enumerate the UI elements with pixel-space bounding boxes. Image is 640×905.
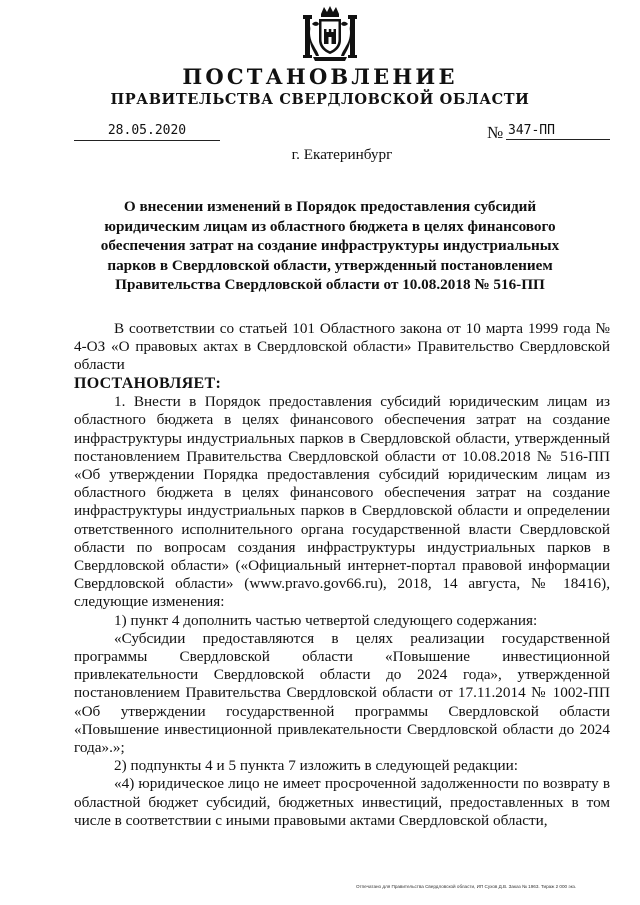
issuing-authority: ПРАВИТЕЛЬСТВА СВЕРДЛОВСКОЙ ОБЛАСТИ: [110, 91, 530, 108]
subitem-1-paragraph: 1) пункт 4 дополнить частью четвертой следующего содержания:: [114, 611, 538, 629]
subitem-2-paragraph: 2) подпункты 4 и 5 пункта 7 изложить в следующей редакции:: [114, 757, 518, 775]
sverdlovsk-coat-of-arms-icon: [299, 4, 361, 64]
print-footer: Отпечатано для Правительства Свердловской области, ИП Сухов Д.В. Заказ № 1963. Тираж 2 000 экз.: [356, 884, 577, 889]
document-date: 28.05.2020: [74, 121, 220, 141]
quote-1-paragraph: «Субсидии предоставляются в целях реализации государственной программы Свердловской области «Повышение инвестиционной привлекательности Свердловской области до 2024 года», утвержденной постановлением Правительства Свердловской области от 17.11.2014 № 1002-ПП «Об утверждении государственной программы Свердловской области «Повышение инвестиционной привлекательности Свердловской области до 2024 года».»;: [74, 629, 610, 757]
document-number: 347-ПП: [506, 121, 610, 140]
preamble-paragraph: В соответствии со статьей 101 Областного закона от 10 марта 1999 года № 4-ОЗ «О правовых актах в Свердловской области» Правительство Свердловской области: [74, 320, 610, 374]
document-type: ПОСТАНОВЛЕНИЕ: [182, 64, 458, 89]
document-body: [74, 320, 610, 830]
decree-keyword: ПОСТАНОВЛЯЕТ:: [74, 374, 222, 392]
number-sign: №: [487, 123, 504, 142]
item-1-paragraph: 1. Внести в Порядок предоставления субсидий юридическим лицам из областного бюджета в целях финансового обеспечения затрат на создание инфраструктуры индустриальных парков в Свердловской области, утвержденный постановлением Правительства Свердловской области от 10.08.2018 № 516-ПП «Об утверждении Порядка предоставления субсидий юридическим лицам из областного бюджета в целях финансового обеспечения затрат на создание инфраструктуры индустриальных парков в Свердловской области и определении ответственного исполнительного органа государственной власти Свердловской области по вопросам создания инфраструктуры индустриальных парков в Свердловской области» («Официальный интернет-портал правовой информации Свердловской области» (www.pravo.gov66.ru), 2018, 14 августа, № 18416), следующие изменения:: [74, 393, 610, 611]
document-title: О внесении изменений в Порядок предоставления субсидий юридическим лицам из областного бюджета в целях финансового обеспечения затрат на создание инфраструктуры индустриальных парков в Свердловской области, утвержденный постановлением Правительства Свердловской области от 10.08.2018 № 516-ПП: [100, 198, 560, 293]
city-label: г. Екатеринбург: [291, 146, 393, 163]
quote-2-paragraph: «4) юридическое лицо не имеет просроченной задолженности по возврату в областной бюджет субсидий, бюджетных инвестиций, предоставленных в том числе в соответствии с иными правовыми актами Свердловской области,: [74, 775, 610, 829]
